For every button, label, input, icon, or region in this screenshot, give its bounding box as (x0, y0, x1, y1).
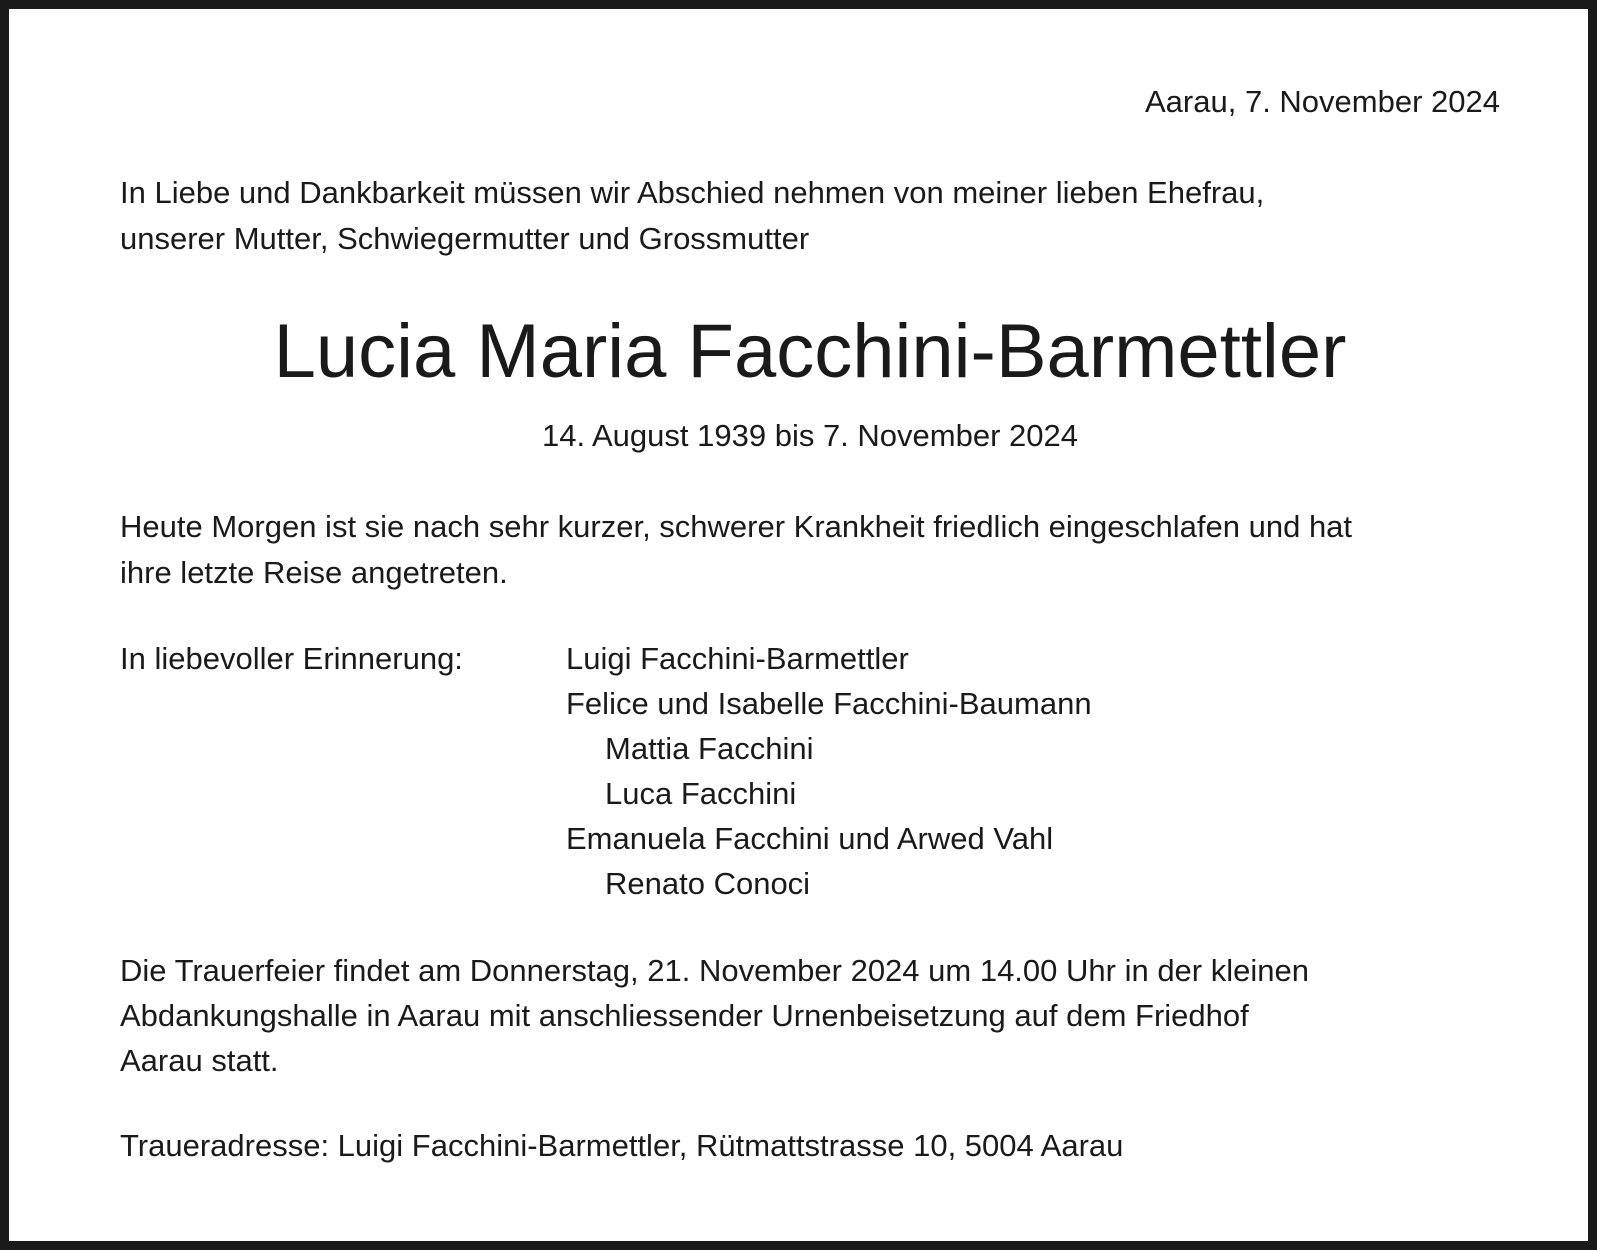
ceremony-line: Aarau statt. (120, 1043, 279, 1078)
mourner-name: Emanuela Facchini und Arwed Vahl (566, 821, 1054, 856)
ceremony-line: Abdankungshalle in Aarau mit anschliessender Urnenbeisetzung auf dem Friedhof (120, 998, 1249, 1033)
intro-line: In Liebe und Dankbarkeit müssen wir Abschied nehmen von meiner lieben Ehefrau, (120, 175, 1265, 210)
mourner-name: Luca Facchini (605, 776, 797, 811)
place-date: Aarau, 7. November 2024 (1145, 84, 1500, 119)
message-line: Heute Morgen ist sie nach sehr kurzer, schwerer Krankheit friedlich eingeschlafen und hat (120, 509, 1353, 544)
ceremony-line: Die Trauerfeier findet am Donnerstag, 21. November 2024 um 14.00 Uhr in der kleinen (120, 953, 1309, 988)
intro-text (120, 170, 1264, 262)
memory-label: In liebevoller Erinnerung: (120, 641, 463, 676)
mourner-name: Mattia Facchini (605, 731, 814, 766)
mourner-name: Luigi Facchini-Barmettler (566, 641, 909, 676)
intro-line: unserer Mutter, Schwiegermutter und Grossmutter (120, 221, 810, 256)
passing-message (120, 504, 1352, 596)
ceremony-info (120, 948, 1309, 1083)
mourning-address: Traueradresse: Luigi Facchini-Barmettler, Rütmattstrasse 10, 5004 Aarau (120, 1128, 1124, 1163)
mourners-list (566, 636, 1092, 906)
mourner-name: Felice und Isabelle Facchini-Baumann (566, 686, 1092, 721)
obituary-notice (120, 0, 1500, 1250)
deceased-name: Lucia Maria Facchini-Barmettler (273, 309, 1347, 394)
message-line: ihre letzte Reise angetreten. (120, 555, 508, 590)
mourner-name: Renato Conoci (605, 866, 811, 901)
life-dates: 14. August 1939 bis 7. November 2024 (542, 418, 1078, 453)
